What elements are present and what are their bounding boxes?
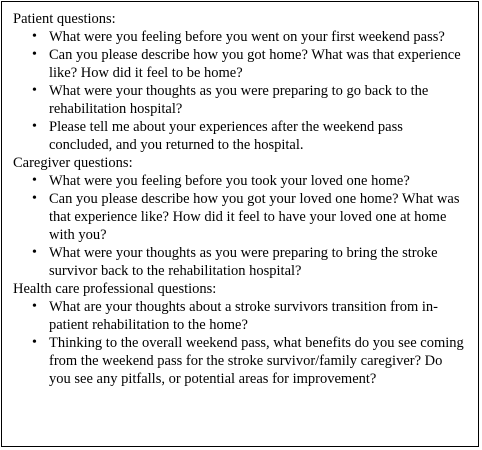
list-item xyxy=(13,172,478,190)
list-item xyxy=(13,190,478,244)
list-item xyxy=(13,244,478,280)
question-text: What were you feeling before you took your loved one home? xyxy=(49,173,410,189)
question-text: What were you feeling before you went on your first weekend pass? xyxy=(49,29,445,45)
question-text: Please tell me about your experiences after the weekend pass concluded, and you returned to the hospital. xyxy=(49,119,403,153)
section-heading: Health care professional questions: xyxy=(13,281,217,297)
bullet-icon: • xyxy=(32,119,37,134)
list-item xyxy=(13,118,478,154)
question-text: Thinking to the overall weekend pass, what benefits do you see coming from the weekend pass for the stroke survivor/family caregiver? Do you see any pitfalls, or potential areas for improvement? xyxy=(49,335,464,387)
patient-section xyxy=(13,10,478,154)
caregiver-section xyxy=(13,154,478,280)
section-heading: Patient questions: xyxy=(13,11,116,27)
question-text: Can you please describe how you got your loved one home? What was that experience like? How did it feel to have your loved one at home with you? xyxy=(49,191,460,243)
professional-section xyxy=(13,280,478,388)
bullet-icon: • xyxy=(32,47,37,62)
question-list xyxy=(13,172,478,280)
question-text: What were your thoughts as you were preparing to bring the stroke survivor back to the rehabilitation hospital? xyxy=(49,245,438,279)
list-item xyxy=(13,82,478,118)
bullet-icon: • xyxy=(32,299,37,314)
list-item xyxy=(13,46,478,82)
question-text: Can you please describe how you got home? What was that experience like? How did it feel to be home? xyxy=(49,47,461,81)
list-item xyxy=(13,28,478,46)
list-item xyxy=(13,298,478,334)
question-list xyxy=(13,28,478,154)
section-heading: Caregiver questions: xyxy=(13,155,133,171)
bullet-icon: • xyxy=(32,335,37,350)
question-text: What were your thoughts as you were preparing to go back to the rehabilitation hospital? xyxy=(49,83,429,117)
bullet-icon: • xyxy=(32,29,37,44)
question-text: What are your thoughts about a stroke survivors transition from in-patient rehabilitation to the home? xyxy=(49,299,439,333)
question-box xyxy=(1,1,479,447)
bullet-icon: • xyxy=(32,245,37,260)
bullet-icon: • xyxy=(32,83,37,98)
bullet-icon: • xyxy=(32,191,37,206)
bullet-icon: • xyxy=(32,173,37,188)
list-item xyxy=(13,334,478,388)
question-list xyxy=(13,298,478,388)
